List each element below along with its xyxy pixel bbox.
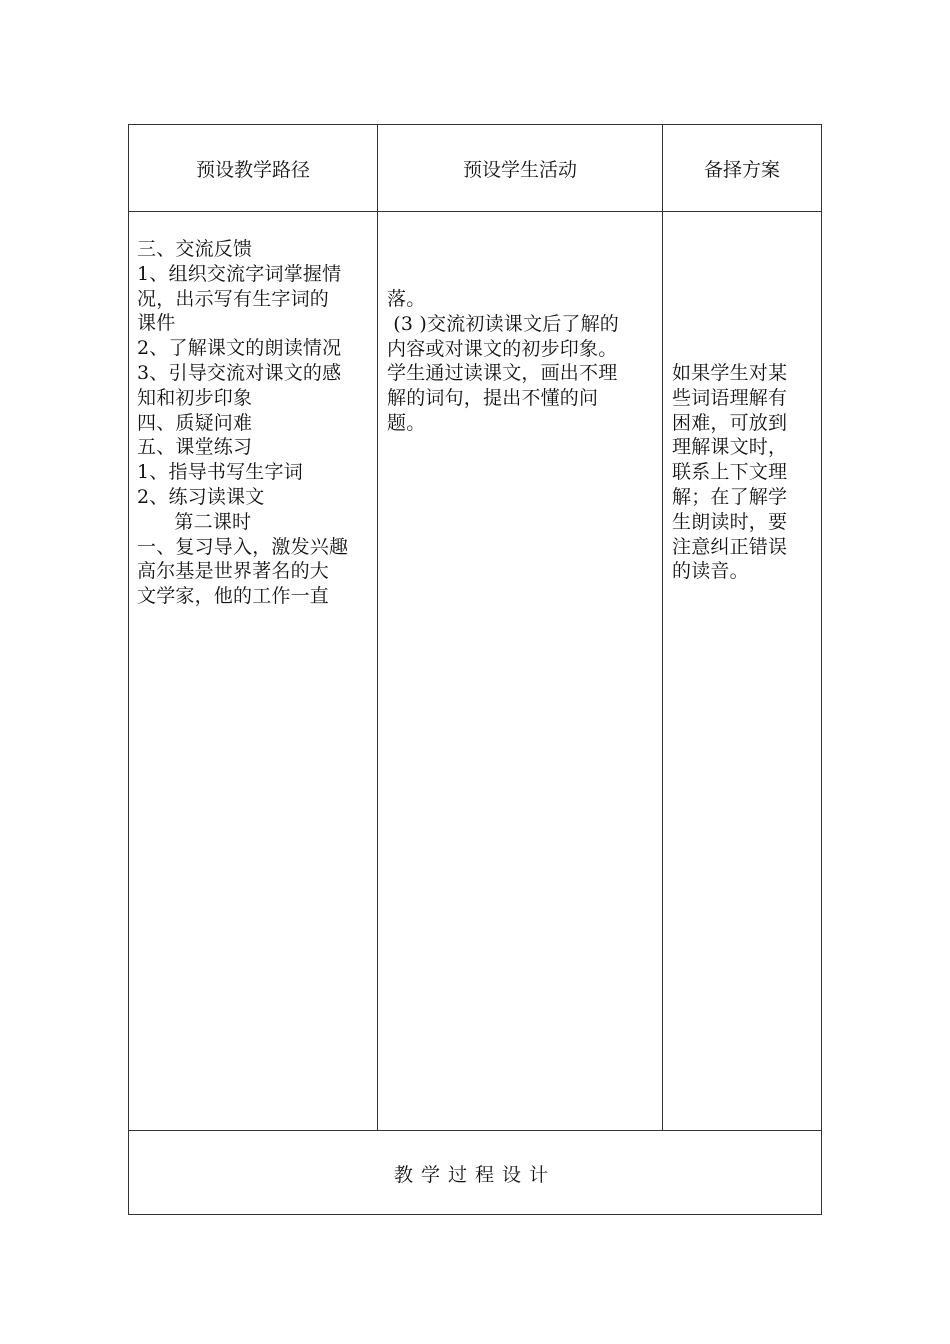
text-line: 2、练习读课文 bbox=[137, 485, 265, 508]
text-line: 解；在了解学 bbox=[672, 485, 788, 508]
text-line: 如果学生对某 bbox=[672, 362, 788, 384]
text-line: 五、课堂练习 bbox=[137, 436, 253, 459]
text-line: 1、指导书写生字词 bbox=[137, 461, 303, 484]
text-line: 1、组织交流字词掌握情 bbox=[137, 262, 342, 285]
text-line: 2、了解课文的朗读情况 bbox=[137, 337, 342, 360]
text-line: 落。 bbox=[387, 288, 426, 310]
text-line: 些词语理解有 bbox=[672, 386, 788, 409]
text-line: 课件 bbox=[137, 312, 176, 335]
text-line: 内容或对课文的初步印象。 bbox=[387, 337, 618, 360]
text-line: 四、质疑问难 bbox=[137, 411, 253, 434]
text-line: 注意纠正错误 bbox=[672, 535, 788, 558]
header-student-activity: 预设学生活动 bbox=[462, 158, 577, 181]
text-line: 学生通过读课文，画出不理 bbox=[387, 362, 618, 385]
header-teaching-path: 预设教学路径 bbox=[195, 158, 310, 181]
text-line: 文学家，他的工作一直 bbox=[137, 585, 330, 608]
column-divider-2 bbox=[662, 125, 663, 1130]
teaching-path-content bbox=[137, 237, 348, 609]
text-line: 一、复习导入，激发兴趣 bbox=[137, 535, 349, 558]
teaching-process-design-label: 教学过程设计 bbox=[393, 1163, 556, 1186]
text-line: 题。 bbox=[387, 411, 426, 434]
header-divider bbox=[129, 211, 821, 212]
text-line: (3 )交流初读课文后了解的 bbox=[387, 312, 619, 335]
text-line: 解的词句，提出不懂的问 bbox=[387, 387, 599, 410]
lesson-plan-table bbox=[128, 124, 822, 1215]
text-line: 的读音。 bbox=[672, 560, 749, 583]
text-line: 第二课时 bbox=[137, 510, 252, 533]
text-line: 高尔基是世界著名的大 bbox=[137, 560, 330, 583]
text-line: 联系上下文理 bbox=[672, 461, 788, 484]
text-line: 3、引导交流对课文的感 bbox=[137, 361, 342, 384]
text-line: 理解课文时， bbox=[672, 436, 788, 459]
text-line: 三、交流反馈 bbox=[137, 238, 253, 260]
text-line: 知和初步印象 bbox=[137, 386, 253, 409]
text-line: 生朗读时，要 bbox=[672, 510, 788, 533]
student-activity-content bbox=[387, 287, 619, 436]
text-line: 况，出示写有生字词的 bbox=[137, 287, 330, 310]
column-divider-1 bbox=[377, 125, 378, 1130]
alternative-plan-content bbox=[672, 361, 787, 584]
text-line: 困难，可放到 bbox=[672, 411, 788, 434]
header-alternative-plan: 备择方案 bbox=[703, 158, 780, 181]
